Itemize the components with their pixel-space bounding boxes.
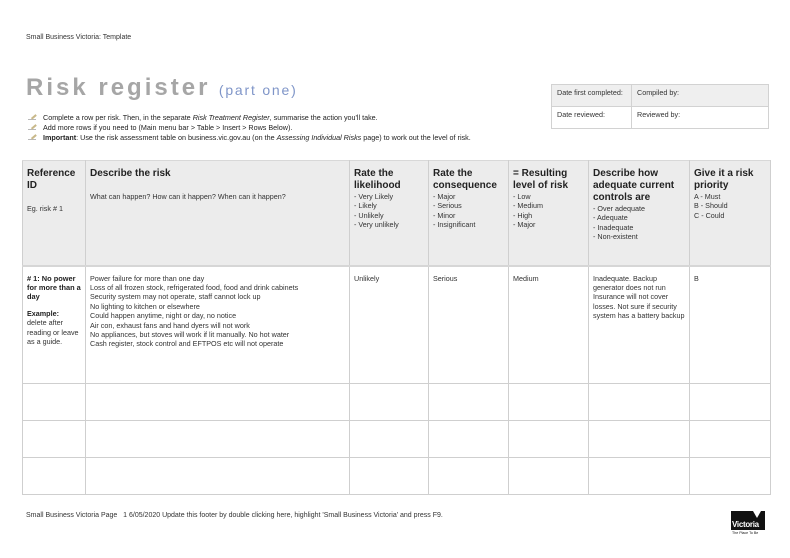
- page-footer[interactable]: Small Business Victoria Page 1 6/05/2020 Update this footer by double clicking here, highlight 'Small Business Victoria' and press F9.: [26, 512, 443, 519]
- cell-controls[interactable]: [589, 458, 690, 495]
- example-note: delete after reading or leave as a guide.: [27, 318, 79, 346]
- column-header-level-of-risk: = Resulting level of risk - Low - Medium - High - Major: [509, 161, 589, 266]
- date-reviewed-field[interactable]: Date reviewed:: [552, 107, 632, 129]
- title-sub: (part one): [218, 82, 298, 98]
- column-header-likelihood: Rate the likelihood - Very Likely - Likely - Unlikely - Very unlikely: [350, 161, 429, 266]
- cell-describe-risk[interactable]: [86, 421, 350, 458]
- meta-row: [552, 85, 769, 107]
- cell-consequence[interactable]: Serious: [429, 266, 509, 384]
- cell-controls[interactable]: [589, 421, 690, 458]
- cell-describe-risk[interactable]: Power failure for more than one day Loss of all frozen stock, refrigerated food, food and drink cabinets Security system may not operate, staff cannot lock up No lighting to kitchen or elsewhere Could happen anytime, night or day, no notice Air con, exhaust fans and hand dyers will not work No appliances, but stoves will work if lit manually. No hot water Cash register, stock control and EFTPOS etc will not operate: [86, 266, 350, 384]
- cell-priority[interactable]: [690, 384, 771, 421]
- instruction-text: Important: Use the risk assessment table on business.vic.gov.au (on the Assessing Individual Risks page) to work out the level of risk.: [43, 132, 471, 142]
- cell-likelihood[interactable]: [350, 384, 429, 421]
- logo-notch-icon: [753, 511, 761, 518]
- table-row-blank: [23, 458, 771, 495]
- reviewed-by-field[interactable]: Reviewed by:: [632, 107, 769, 129]
- page-title: [26, 74, 298, 102]
- logo-word: Victoria: [732, 520, 759, 529]
- risk-register-table: [22, 160, 771, 495]
- instruction-text: Complete a row per risk. Then, in the separate Risk Treatment Register, summarise the action you'll take.: [43, 112, 378, 122]
- template-label: Small Business Victoria: Template: [26, 34, 132, 41]
- cell-consequence[interactable]: [429, 421, 509, 458]
- cell-priority[interactable]: [690, 458, 771, 495]
- cell-describe-risk[interactable]: [86, 384, 350, 421]
- pencil-bullet-icon: [28, 114, 36, 120]
- table-row-example: [23, 266, 771, 384]
- instruction-item: [28, 122, 471, 132]
- column-header-priority: Give it a risk priority A - Must B - Should C - Could: [690, 161, 771, 266]
- instruction-item: [28, 112, 471, 122]
- column-header-controls: Describe how adequate current controls are - Over adequate - Adequate - Inadequate - Non-existent: [589, 161, 690, 266]
- cell-level-of-risk[interactable]: [509, 384, 589, 421]
- instruction-item: [28, 132, 471, 142]
- risk-ref-title: # 1: No power for more than a day: [27, 273, 81, 302]
- instructions-list: [28, 112, 471, 142]
- document-meta-table: [551, 84, 769, 129]
- cell-likelihood[interactable]: [350, 458, 429, 495]
- cell-describe-risk[interactable]: [86, 458, 350, 495]
- cell-controls[interactable]: Inadequate. Backup generator does not run Insurance will not cover losses. Not sure if security system has a battery backup: [589, 266, 690, 384]
- instruction-text: Add more rows if you need to (Main menu bar > Table > Insert > Rows Below).: [43, 122, 293, 132]
- pencil-bullet-icon: [28, 124, 36, 130]
- column-header-describe-risk: Describe the risk What can happen? How can it happen? When can it happen?: [86, 161, 350, 266]
- meta-row: [552, 107, 769, 129]
- cell-likelihood[interactable]: Unlikely: [350, 266, 429, 384]
- table-row-blank: [23, 421, 771, 458]
- cell-likelihood[interactable]: [350, 421, 429, 458]
- table-row-blank: [23, 384, 771, 421]
- cell-priority[interactable]: [690, 421, 771, 458]
- cell-controls[interactable]: [589, 384, 690, 421]
- victoria-logo: [731, 511, 765, 537]
- title-main: Risk register: [26, 74, 211, 101]
- table-header-row: [23, 161, 771, 266]
- compiled-by-field[interactable]: Compiled by:: [632, 85, 769, 107]
- example-label: Example:: [27, 308, 59, 318]
- cell-consequence[interactable]: [429, 384, 509, 421]
- cell-level-of-risk[interactable]: Medium: [509, 266, 589, 384]
- column-header-reference-id: Reference ID Eg. risk # 1: [23, 161, 86, 266]
- date-first-completed-field[interactable]: Date first completed:: [552, 85, 632, 107]
- logo-tagline: The Place To Be: [732, 531, 759, 535]
- cell-consequence[interactable]: [429, 458, 509, 495]
- column-header-consequence: Rate the consequence - Major - Serious - Minor - Insignificant: [429, 161, 509, 266]
- cell-reference-id[interactable]: [23, 384, 86, 421]
- pencil-bullet-icon: [28, 134, 36, 140]
- cell-priority[interactable]: B: [690, 266, 771, 384]
- cell-level-of-risk[interactable]: [509, 458, 589, 495]
- cell-reference-id[interactable]: [23, 266, 86, 384]
- cell-reference-id[interactable]: [23, 421, 86, 458]
- cell-reference-id[interactable]: [23, 458, 86, 495]
- cell-level-of-risk[interactable]: [509, 421, 589, 458]
